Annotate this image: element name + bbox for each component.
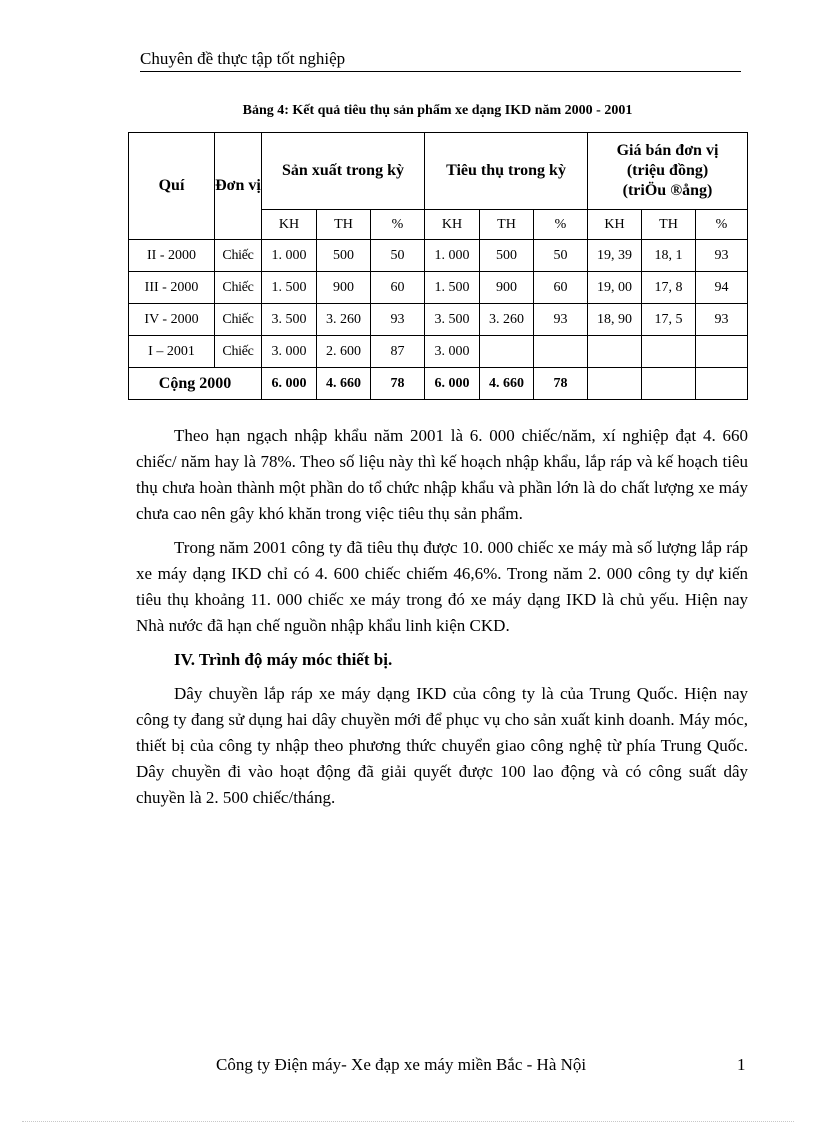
sub-header: KH: [425, 210, 480, 240]
section-title: IV. Trình độ máy móc thiết bị.: [174, 650, 393, 669]
sub-header: KH: [262, 210, 317, 240]
cell-sx-kh: 1. 000: [262, 240, 317, 272]
cell-gb-pct: 94: [696, 272, 748, 304]
table-row: [129, 304, 748, 336]
total-gb-pct: [696, 368, 748, 400]
sub-header: TH: [317, 210, 371, 240]
cell-quy: IV - 2000: [129, 304, 215, 336]
cell-unit: Chiếc: [215, 304, 262, 336]
cell-tt-pct: 60: [534, 272, 588, 304]
cell-gb-kh: 19, 00: [588, 272, 642, 304]
cell-tt-kh: 1. 500: [425, 272, 480, 304]
cell-gb-kh: 19, 39: [588, 240, 642, 272]
results-table: [128, 132, 748, 400]
cell-tt-kh: 1. 000: [425, 240, 480, 272]
cell-tt-pct: 50: [534, 240, 588, 272]
gia-ban-line1: Giá bán đơn vị: [616, 142, 719, 159]
table-row: [129, 272, 748, 304]
total-gb-kh: [588, 368, 642, 400]
sub-header: %: [371, 210, 425, 240]
cell-quy: II - 2000: [129, 240, 215, 272]
header-row-main: [129, 133, 748, 210]
col-header-don-vi: Đơn vị: [215, 133, 262, 240]
cell-unit: Chiếc: [215, 272, 262, 304]
paragraph-3: Dây chuyền lắp ráp xe máy dạng IKD của công ty là của Trung Quốc. Hiện nay công ty đang sử dụng hai dây chuyền mới để phục vụ cho sản xuất kinh doanh. Máy móc, thiết bị của công ty nhập theo phương thức chuyển giao công nghệ từ phía Trung Quốc. Dây chuyền đi vào hoạt động đã giải quyết được 100 lao động và có công suất dây chuyền là 2. 500 chiếc/tháng.: [136, 684, 748, 807]
cell-tt-kh: 3. 500: [425, 304, 480, 336]
table-total-row: [129, 368, 748, 400]
cell-sx-pct: 50: [371, 240, 425, 272]
page-header: [140, 48, 741, 72]
paragraph-2: Trong năm 2001 công ty đã tiêu thụ được 10. 000 chiếc xe máy mà số lượng lắp ráp xe máy dạng IKD chỉ có 4. 600 chiếc chiếm 46,6%. Trong năm 2. 000 công ty dự kiến tiêu thụ khoảng 11. 000 chiếc xe máy trong đó xe máy dạng IKD là chủ yếu. Hiện nay Nhà nước đã hạn chế nguồn nhập khẩu linh kiện CKD.: [136, 538, 748, 635]
sub-header: %: [696, 210, 748, 240]
total-gb-th: [642, 368, 696, 400]
sub-header: KH: [588, 210, 642, 240]
cell-sx-pct: 60: [371, 272, 425, 304]
cell-sx-pct: 87: [371, 336, 425, 368]
cell-quy: I – 2001: [129, 336, 215, 368]
cell-unit: Chiếc: [215, 240, 262, 272]
header-title: Chuyên đề thực tập tốt nghiệp: [140, 49, 346, 68]
gia-ban-line2: (triệu đồng): [626, 162, 709, 179]
total-tt-th: 4. 660: [480, 368, 534, 400]
cell-sx-th: 2. 600: [317, 336, 371, 368]
cell-gb-th: [642, 336, 696, 368]
cell-sx-pct: 93: [371, 304, 425, 336]
col-header-san-xuat: Sản xuất trong kỳ: [262, 133, 425, 210]
gia-ban-line3: (triÖu ®ång): [622, 182, 713, 199]
cell-gb-th: 17, 8: [642, 272, 696, 304]
sub-header: TH: [642, 210, 696, 240]
cell-sx-kh: 1. 500: [262, 272, 317, 304]
cell-unit: Chiếc: [215, 336, 262, 368]
cell-tt-pct: [534, 336, 588, 368]
total-sx-pct: 78: [371, 368, 425, 400]
table-caption: Bảng 4: Kết quả tiêu thụ sản phẩm xe dạng IKD năm 2000 - 2001: [242, 103, 633, 118]
total-label: Cộng 2000: [129, 368, 262, 400]
cell-gb-th: 17, 5: [642, 304, 696, 336]
total-sx-kh: 6. 000: [262, 368, 317, 400]
col-header-quy: Quí: [129, 133, 215, 240]
page-bottom-divider: [22, 1121, 794, 1122]
total-tt-kh: 6. 000: [425, 368, 480, 400]
sub-header: %: [534, 210, 588, 240]
cell-gb-kh: 18, 90: [588, 304, 642, 336]
col-header-gia-ban: [588, 133, 748, 210]
cell-sx-th: 900: [317, 272, 371, 304]
cell-quy: III - 2000: [129, 272, 215, 304]
cell-tt-th: 3. 260: [480, 304, 534, 336]
cell-tt-kh: 3. 000: [425, 336, 480, 368]
cell-sx-th: 3. 260: [317, 304, 371, 336]
cell-gb-kh: [588, 336, 642, 368]
paragraph-1: Theo hạn ngạch nhập khẩu năm 2001 là 6. 000 chiếc/năm, xí nghiệp đạt 4. 660 chiếc/ năm hay là 78%. Theo số liệu này thì kế hoạch nhập khẩu, lắp ráp và kế hoạch tiêu thụ chưa hoàn thành một phần do tổ chức nhập khẩu và phần lớn là do chất lượng xe máy chưa cao nên gây khó khăn trong việc tiêu thụ sản phẩm.: [136, 426, 748, 523]
total-tt-pct: 78: [534, 368, 588, 400]
page-number: 1: [737, 1055, 746, 1074]
cell-gb-pct: 93: [696, 304, 748, 336]
cell-tt-th: 500: [480, 240, 534, 272]
cell-tt-pct: 93: [534, 304, 588, 336]
cell-gb-pct: [696, 336, 748, 368]
body-text: [136, 423, 748, 819]
cell-gb-pct: 93: [696, 240, 748, 272]
col-header-tieu-thu: Tiêu thụ trong kỳ: [425, 133, 588, 210]
footer-company: Công ty Điện máy- Xe đạp xe máy miền Bắc - Hà Nội: [216, 1055, 587, 1074]
table-row: [129, 240, 748, 272]
cell-sx-kh: 3. 500: [262, 304, 317, 336]
cell-sx-th: 500: [317, 240, 371, 272]
cell-tt-th: 900: [480, 272, 534, 304]
cell-sx-kh: 3. 000: [262, 336, 317, 368]
sub-header: TH: [480, 210, 534, 240]
cell-gb-th: 18, 1: [642, 240, 696, 272]
total-sx-th: 4. 660: [317, 368, 371, 400]
cell-tt-th: [480, 336, 534, 368]
table-row: [129, 336, 748, 368]
